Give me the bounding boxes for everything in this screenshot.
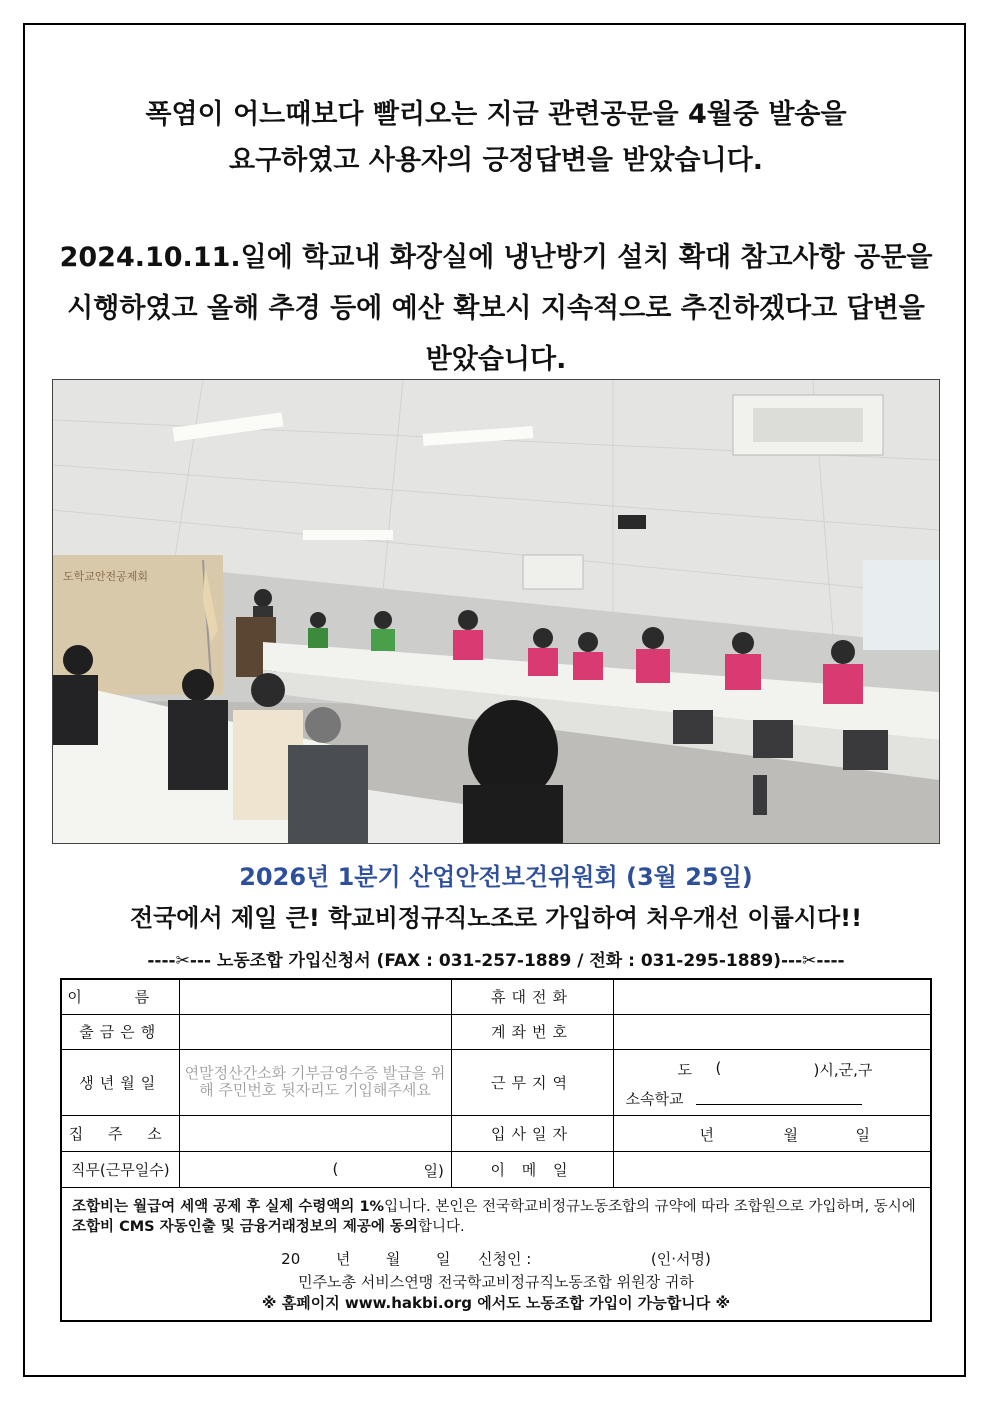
address-field[interactable] <box>179 1115 451 1151</box>
duty-paren-open: ( <box>332 1159 339 1178</box>
join-date-label: 입사일자 <box>451 1115 613 1151</box>
email-label: 이 메 일 <box>451 1151 613 1187</box>
signature-row <box>62 1249 930 1269</box>
join-month: 월 <box>783 1125 798 1144</box>
birth-label: 생년월일 <box>62 1049 179 1115</box>
meeting-caption: 2026년 1분기 산업안전보건위원회 (3월 25일) <box>239 863 753 891</box>
intro-paragraph-1 <box>40 92 952 184</box>
intro-paragraph-2 <box>40 232 952 385</box>
duty-field[interactable] <box>179 1151 451 1187</box>
sign-day: 일 <box>435 1250 451 1268</box>
phone-label: 휴대전화 <box>451 980 613 1014</box>
intro-line-4: 시행하였고 올해 추경 등에 예산 확보시 지속적으로 추진하겠다고 답변을 <box>67 293 925 324</box>
birth-field[interactable] <box>179 1049 451 1115</box>
intro-line-3: 2024.10.11.일에 학교내 화장실에 냉난방기 설치 확대 참고사항 공문을 <box>59 242 933 273</box>
notice-bold-1: 조합비는 월급여 세액 공제 후 실제 수령액의 1% <box>72 1199 385 1215</box>
application-cutline: ----✂--- 노동조합 가입신청서 (FAX : 031-257-1889 / 전화 : 031-295-1889)---✂---- <box>147 951 845 971</box>
notice-text-1: 입니다. 본인은 전국학교비정규노동조합의 규약에 따라 조합원으로 가입하며, 동시에 <box>384 1199 916 1215</box>
notice-bold-2: 조합비 CMS 자동인출 및 금융거래정보의 제공에 동의 <box>72 1219 418 1235</box>
account-label: 계좌번호 <box>451 1014 613 1049</box>
address-label: 집 주 소 <box>62 1115 179 1151</box>
join-day: 일 <box>855 1125 870 1144</box>
join-year: 년 <box>699 1125 714 1144</box>
region-city: )시,군,구 <box>813 1061 873 1079</box>
form-row-duty <box>62 1151 930 1187</box>
wall-sign-text: 도학교안전공제회 <box>63 570 149 583</box>
region-label: 근무지역 <box>451 1049 613 1115</box>
sign-20: 20 <box>281 1250 301 1268</box>
school-line <box>626 1082 931 1108</box>
sign-applicant: 신청인 : <box>478 1250 532 1268</box>
form-row-address <box>62 1115 930 1151</box>
intro-line-2: 요구하였고 사용자의 긍정답변을 받았습니다. <box>228 145 763 176</box>
email-field[interactable] <box>613 1151 930 1187</box>
duty-paren-close: 일) <box>423 1161 444 1180</box>
intro-line-1: 폭염이 어느때보다 빨리오는 지금 관련공문을 4월중 발송을 <box>145 99 847 130</box>
join-date-field[interactable] <box>613 1115 930 1151</box>
notice-text-2: 합니다. <box>417 1219 465 1235</box>
addressee-line: 민주노총 서비스연맹 전국학교비정규직노동조합 위원장 귀하 <box>298 1273 694 1291</box>
application-table <box>62 980 930 1188</box>
sign-month: 월 <box>385 1250 401 1268</box>
homepage-notice: ※ 홈페이지 www.hakbi.org 에서도 노동조합 가입이 가능합니다 ※ <box>261 1294 731 1312</box>
slogan-caption: 전국에서 제일 큰! 학교비정규직노조로 가입하여 처우개선 이룹시다!! <box>129 904 863 932</box>
bank-label: 출금은행 <box>62 1014 179 1049</box>
bank-field[interactable] <box>179 1014 451 1049</box>
name-label: 이 름 <box>62 980 179 1014</box>
form-row-name <box>62 980 930 1014</box>
signature-field[interactable] <box>536 1250 646 1264</box>
meeting-photo-illustration <box>53 380 939 843</box>
school-label: 소속학교 <box>625 1090 684 1108</box>
membership-application-form <box>60 978 932 1322</box>
membership-notice <box>72 1197 920 1237</box>
region-line <box>626 1056 931 1082</box>
intro-line-5: 받았습니다. <box>425 344 567 375</box>
sign-year: 년 <box>335 1250 351 1268</box>
meeting-photo <box>52 379 940 844</box>
account-field[interactable] <box>613 1014 930 1049</box>
region-field[interactable] <box>613 1049 930 1115</box>
birth-hint: 연말정산간소화 기부금영수증 발급을 위해 주민번호 뒷자리도 기입해주세요 <box>184 1064 446 1099</box>
duty-label: 직무(근무일수) <box>62 1151 179 1187</box>
name-field[interactable] <box>179 980 451 1014</box>
region-do: 도 <box>677 1061 692 1079</box>
sign-seal: (인·서명) <box>650 1250 711 1268</box>
form-row-bank <box>62 1014 930 1049</box>
form-row-birth <box>62 1049 930 1115</box>
phone-field[interactable] <box>613 980 930 1014</box>
region-paren-open: ( <box>715 1059 722 1077</box>
school-underline[interactable] <box>696 1104 862 1105</box>
